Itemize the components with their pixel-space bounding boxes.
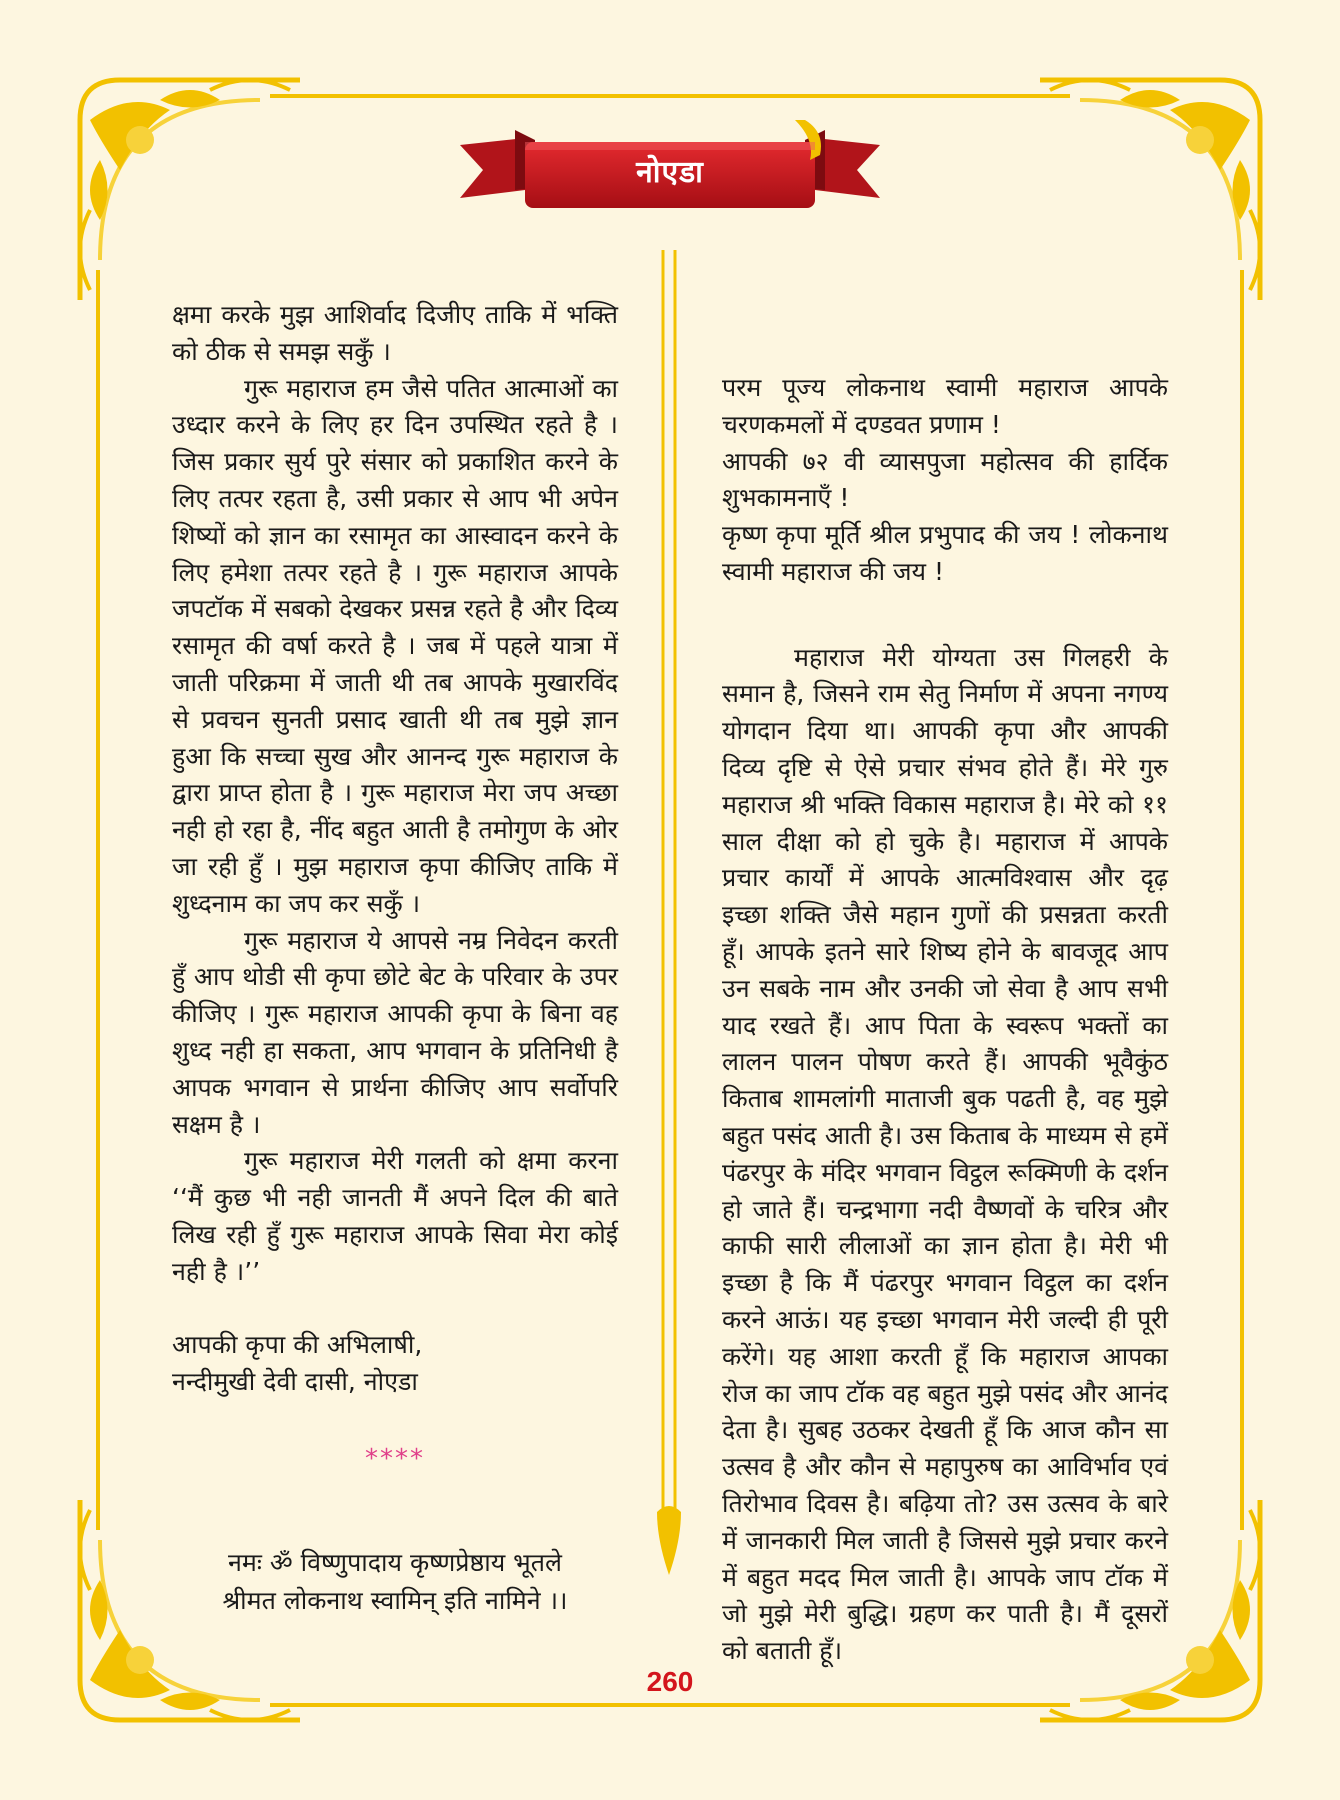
frame-border-top <box>270 94 1070 98</box>
greeting-line: कृष्ण कृपा मूर्ति श्रील प्रभुपाद की जय ! लोकनाथ स्वामी महाराज की जय ! <box>722 520 1168 586</box>
frame-border-right <box>1240 270 1244 1530</box>
left-column <box>172 297 618 1620</box>
signature-name: नन्दीमुखी देवी दासी, नोएडा <box>172 1367 418 1397</box>
greeting-line: आपकी ७२ वी व्यासपुजा महोत्सव की हार्दिक शुभकामनाएँ ! <box>722 446 1168 513</box>
page-number: 260 <box>646 1666 694 1697</box>
mantra-line: श्रीमत लोकनाथ स्वामिन् इति नामिने ।। <box>222 1585 568 1615</box>
mantra-line: नमः ॐ विष्णुपादाय कृष्णप्रेष्ठाय भूतले <box>228 1547 562 1577</box>
page-title: नोएडा <box>636 155 704 190</box>
signature-line: आपकी कृपा की अभिलाषी, <box>172 1330 423 1360</box>
frame-border-left <box>96 270 100 1530</box>
paragraph: गुरू महाराज ये आपसे नम्र निवेदन करती हुँ आप थोडी सी कृपा छोटे बेट के परिवार के उपर कीजिए । गुरू महाराज आपकी कृपा के बिना वह शुध्द नही हा सकता, आप भगवान के प्रतिनिधी है आपक भगवान से प्रार्थना कीजिए आप सर्वोपरि सक्षम है । <box>172 925 618 1139</box>
separator-stars: **** <box>365 1443 425 1474</box>
paragraph: गुरू महाराज मेरी गलती को क्षमा करना ‘‘मैं कुछ भी नही जानती मैं अपने दिल की बाते लिख रही हुँ गुरू महाराज आपके सिवा मेरा कोई नही है ।’’ <box>172 1146 618 1286</box>
paragraph: महाराज मेरी योग्यता उस गिलहरी के समान है, जिसने राम सेतु निर्माण में अपना नगण्य योगदान दिया था। आपकी कृपा और आपकी दिव्य दृष्टि से ऐसे प्रचार संभव होते हैं। मेरे गुरु महाराज श्री भक्ति विकास महाराज है। मेरे को ११ साल दीक्षा को हो चुके है। महाराज में आपके प्रचार कार्यों में आपके आत्मविश्वास और दृढ़ इच्छा शक्ति जैसे महान गुणों की प्रसन्नता करती हूँ। आपके इतने सारे शिष्य होने के बावजूद आप उन सबके नाम और उनकी जो सेवा है आप सभी याद रखते हैं। आप पिता के स्वरूप भक्तों का लालन पालन पोषण करते हैं। आपकी भूवैकुंठ किताब शामलांगी माताजी बुक पढती है, वह मुझे बहुत पसंद आती है। उस किताब के माध्यम से हमें पंढरपुर के मंदिर भगवान विट्ठल रूक्मिणी के दर्शन हो जाते हैं। चन्द्रभागा नदी वैष्णवों के चरित्र और काफी सारी लीलाओं का ज्ञान होता है। मेरी भी इच्छा है कि मैं पंढरपुर भगवान विट्ठल का दर्शन करने आऊं। यह इच्छा भगवान मेरी जल्दी ही पूरी करेंगे। यह आशा करती हूँ कि महाराज आपका रोज का जाप टॉक वह बहुत मुझे पसंद और आनंद देता है। सुबह उठकर देखती हूँ कि आज कौन सा उत्सव है और कौन से महापुरुष का आविर्भाव एवं तिरोभाव दिवस है। बढ़िया तो? उस उत्सव के बारे में जानकारी मिल जाती है जिससे मुझे प्रचार करने में बहुत मदद मिल जाती है। आपके जाप टॉक में जो मुझे मेरी बुद्धि। ग्रहण कर पाती है। मैं दूसरों को बताती हूँ। <box>722 642 1168 1666</box>
right-column <box>722 370 1168 1670</box>
paragraph: गुरू महाराज हम जैसे पतित आत्माओं का उध्दार करने के लिए हर दिन उपस्थित रहते है । जिस प्रकार सुर्य पुरे संसार को प्रकाशित करने के लिए तत्पर रहता है, उसी प्रकार से आप भी अपेन शिष्यों को ज्ञान का रसामृत का आस्वादन करने के लिए हमेशा तत्पर रहते है । गुरू महाराज आपके जपटॉक में सबको देखकर प्रसन्न रहते है और दिव्य रसामृत की वर्षा करते है । जब में पहले यात्रा में जाती परिक्रमा में जाती थी तब आपके मुखारविंद से प्रवचन सुनती प्रसाद खाती थी तब मुझे ज्ञान हुआ कि सच्चा सुख और आनन्द गुरू महाराज के द्वारा प्राप्त होता है । गुरू महाराज मेरा जप अच्छा नही हो रहा है, नींद बहुत आती है तमोगुण के ओर जा रही हुँ । मुझ महाराज कृपा कीजिए ताकि में शुध्दनाम का जप कर सकुँ । <box>172 373 618 918</box>
paragraph: क्षमा करके मुझ आशिर्वाद दिजीए ताकि में भक्ति को ठीक से समझ सकुँ । <box>172 300 618 366</box>
mantra <box>172 1544 618 1620</box>
greeting-line: परम पूज्य लोकनाथ स्वामी महाराज आपके चरणकमलों में दण्डवत प्रणाम ! <box>722 373 1168 439</box>
column-divider <box>651 250 687 1600</box>
frame-border-bottom <box>270 1703 1070 1707</box>
